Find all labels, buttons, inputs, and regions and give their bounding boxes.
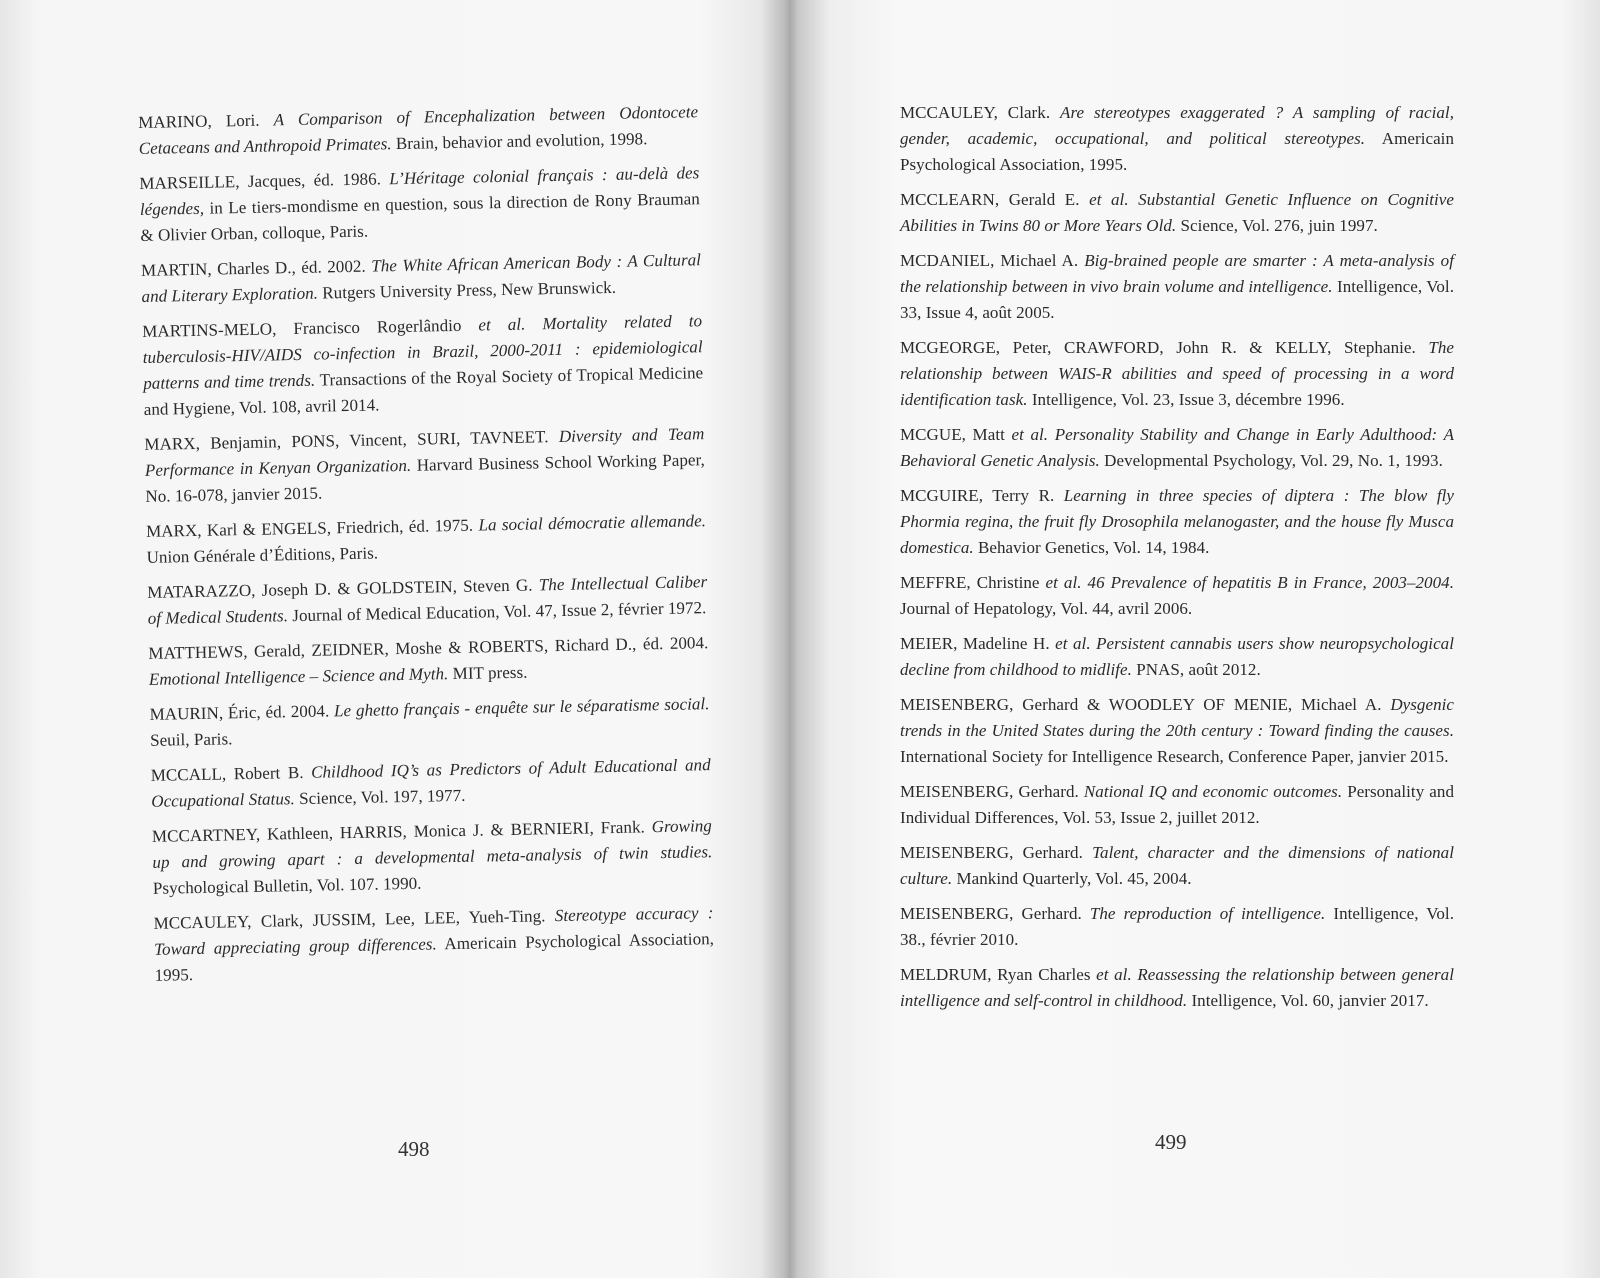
entry-title: The Intellectual Caliber of Medical Students.	[147, 572, 708, 628]
entry-details: MIT press.	[448, 662, 528, 684]
entry-details: Intelligence, Vol. 33, Issue 4, août 2005.	[900, 277, 1455, 322]
entry-title: Le ghetto français - enquête sur le séparatisme social.	[333, 694, 710, 721]
entry-details: Psychological Bulletin, Vol. 107. 1990.	[152, 873, 422, 898]
bibliography-entry	[900, 570, 1454, 622]
entry-details: Behavior Genetics, Vol. 14, 1984.	[973, 538, 1210, 557]
bibliography-entry	[900, 779, 1454, 831]
entry-title: Childhood IQ’s as Predictors of Adult Educational and Occupational Status.	[151, 755, 711, 811]
entry-author: MARINO, Lori.	[138, 110, 274, 132]
entry-details: Journal of Hepatology, Vol. 44, avril 2006.	[900, 599, 1193, 618]
entry-author: MARX, Karl & ENGELS, Friedrich, éd. 1975.	[145, 515, 479, 541]
entry-title: La social démocratie allemande.	[478, 511, 707, 535]
bibliography-entry	[141, 247, 702, 310]
bibliography-entry	[900, 901, 1454, 953]
entry-title: L’Héritage colonial français : au-delà des légendes,	[139, 163, 700, 219]
bibliography-entry	[900, 840, 1454, 892]
entry-title: National IQ and economic outcomes.	[1083, 782, 1343, 801]
bibliography-entry	[900, 962, 1454, 1014]
entry-title: The relationship between WAIS-R abilities and speed of processing in a word identification task.	[900, 338, 1454, 409]
page-number-left: 498	[398, 1137, 430, 1161]
entry-title: Growing up and growing apart : a developmental meta-analysis of twin studies.	[152, 816, 713, 872]
entry-title: et al. Personality Stability and Change in Early Adulthood: A Behavioral Genetic Analysis.	[900, 425, 1454, 470]
entry-author: MATARAZZO, Joseph D. & GOLDSTEIN, Steven G.	[147, 575, 539, 602]
entry-title: The White African American Body : A Cultural and Literary Exploration.	[141, 250, 702, 306]
entry-details: Union Générale d’Éditions, Paris.	[146, 543, 379, 567]
bibliography-entry	[139, 160, 700, 249]
bibliography-entry	[138, 99, 699, 162]
entry-author: MATTHEWS, Gerald, ZEIDNER, Moshe & ROBERTS, Richard D., éd. 2004.	[148, 633, 709, 663]
entry-author: MCGEORGE, Peter, CRAWFORD, John R. & KELLY, Stephanie.	[900, 338, 1429, 357]
entry-author: MAURIN, Éric, éd. 2004.	[149, 701, 335, 724]
bibliography-entry	[149, 691, 710, 754]
bibliography-entry	[144, 421, 705, 510]
bibliography-list-left	[138, 99, 715, 998]
entry-author: MCCALL, Robert B.	[150, 762, 312, 785]
entry-title: Stereotype accuracy : Toward appreciating group differences.	[153, 903, 714, 959]
entry-details: Science, Vol. 276, juin 1997.	[1176, 216, 1378, 235]
entry-title: Learning in three species of diptera : The blow fly Phormia regina, the fruit fly Drosophila melanogaster, and the house fly Musca domestica.	[900, 486, 1454, 557]
entry-details: Transactions of the Royal Society of Tropical Medicine and Hygiene, Vol. 108, avril 2014.	[143, 363, 704, 419]
entry-details: Mankind Quarterly, Vol. 45, 2004.	[952, 869, 1192, 888]
entry-author: MCGUIRE, Terry R.	[900, 486, 1064, 505]
entry-title: et al. Reassessing the relationship between general intelligence and self-control in childhood.	[900, 965, 1454, 1010]
entry-details: Americain Psychological Association, 1995.	[154, 929, 715, 985]
bibliography-entry	[151, 752, 712, 815]
bibliography-entry	[900, 422, 1454, 474]
entry-author: MCCARTNEY, Kathleen, HARRIS, Monica J. & BERNIERI, Frank.	[151, 817, 652, 846]
entry-title: A Comparison of Encephalization between Odontocete Cetaceans and Anthropoid Primates.	[138, 102, 699, 158]
entry-title: Diversity and Team Performance in Kenyan Organization.	[144, 424, 705, 480]
bibliography-entry	[900, 248, 1454, 326]
entry-author: MCCAULEY, Clark.	[900, 103, 1061, 122]
right-page	[800, 0, 1600, 1278]
entry-author: MARTINS-MELO, Francisco Rogerlândio	[142, 315, 479, 341]
entry-title: et al. 46 Prevalence of hepatitis B in France, 2003–2004.	[1045, 573, 1454, 592]
entry-author: MEISENBERG, Gerhard & WOODLEY OF MENIE, Michael A.	[900, 695, 1391, 714]
bibliography-entry	[148, 630, 709, 693]
left-page	[0, 0, 790, 1278]
entry-details: PNAS, août 2012.	[1131, 660, 1261, 679]
entry-title: et al. Persistent cannabis users show neuropsychological decline from childhood to midlife.	[900, 634, 1455, 679]
entry-author: MEFFRE, Christine	[900, 573, 1046, 592]
entry-details: Intelligence, Vol. 38., février 2010.	[900, 904, 1455, 949]
entry-author: MARX, Benjamin, PONS, Vincent, SURI, TAVNEET.	[144, 426, 560, 454]
entry-details: Developmental Psychology, Vol. 29, No. 1, 1993.	[1099, 451, 1443, 470]
entry-details: Intelligence, Vol. 23, Issue 3, décembre 1996.	[1027, 390, 1345, 409]
entry-details: Brain, behavior and evolution, 1998.	[391, 129, 648, 154]
entry-author: MARTIN, Charles D., éd. 2002.	[140, 256, 372, 280]
bibliography-entry	[147, 569, 708, 632]
entry-details: Personality and Individual Differences, Vol. 53, Issue 2, juillet 2012.	[900, 782, 1454, 827]
entry-title: The reproduction of intelligence.	[1089, 904, 1326, 923]
entry-title: et al. Mortality related to tuberculosis-HIV/AIDS co-infection in Brazil, 2000-2011 : epidemiological patterns and time trends.	[142, 311, 703, 393]
entry-author: MCGUE, Matt	[900, 425, 1012, 444]
bibliography-entry	[900, 692, 1454, 770]
entry-author: MEISENBERG, Gerhard.	[900, 782, 1084, 801]
entry-details: International Society for Intelligence Research, Conference Paper, janvier 2015.	[900, 747, 1449, 766]
page-number-right: 499	[1155, 1130, 1187, 1154]
entry-details: Americain Psychological Association, 1995.	[900, 129, 1454, 174]
entry-author: MCDANIEL, Michael A.	[900, 251, 1085, 270]
bibliography-entry	[900, 335, 1454, 413]
entry-details: Rutgers University Press, New Brunswick.	[317, 277, 617, 303]
entry-title: Emotional Intelligence – Science and Myth.	[148, 664, 449, 689]
entry-author: MCCAULEY, Clark, JUSSIM, Lee, LEE, Yueh-Ting.	[153, 906, 555, 933]
bibliography-entry	[900, 631, 1454, 683]
entry-author: MEISENBERG, Gerhard.	[900, 843, 1093, 862]
entry-title: Are stereotypes exaggerated ? A sampling of racial, gender, academic, occupational, and political stereotypes.	[900, 103, 1454, 148]
entry-details: Science, Vol. 197, 1977.	[294, 785, 466, 809]
entry-title: Dysgenic trends in the United States during the 20th century : Toward finding the causes.	[900, 695, 1454, 740]
entry-author: MELDRUM, Ryan Charles	[900, 965, 1097, 984]
entry-details: Harvard Business School Working Paper, No. 16-078, janvier 2015.	[145, 450, 706, 506]
bibliography-entry	[146, 508, 707, 571]
bibliography-entry	[900, 187, 1454, 239]
entry-author: MEIER, Madeline H.	[900, 634, 1056, 653]
bibliography-entry	[900, 100, 1454, 178]
entry-details: Seuil, Paris.	[149, 729, 233, 750]
entry-details: Journal of Medical Education, Vol. 47, Issue 2, février 1972.	[287, 598, 707, 626]
entry-author: MEISENBERG, Gerhard.	[900, 904, 1090, 923]
entry-title: Big-brained people are smarter : A meta-analysis of the relationship between in vivo brain volume and intelligence.	[900, 251, 1454, 296]
entry-author: MARSEILLE, Jacques, éd. 1986.	[139, 169, 390, 193]
entry-title: Talent, character and the dimensions of national culture.	[900, 843, 1454, 888]
entry-author: MCCLEARN, Gerald E.	[900, 190, 1090, 209]
bibliography-entry	[900, 483, 1454, 561]
bibliography-entry	[142, 308, 704, 423]
bibliography-entry	[152, 813, 713, 902]
entry-details: in Le tiers-mondisme en question, sous la direction de Rony Brauman & Olivier Orban, colloque, Paris.	[140, 189, 700, 245]
bibliography-list-right	[900, 100, 1454, 1023]
entry-details: Intelligence, Vol. 60, janvier 2017.	[1187, 991, 1429, 1010]
entry-title: et al. Substantial Genetic Influence on Cognitive Abilities in Twins 80 or More Years Old.	[900, 190, 1454, 235]
bibliography-entry	[153, 900, 714, 989]
